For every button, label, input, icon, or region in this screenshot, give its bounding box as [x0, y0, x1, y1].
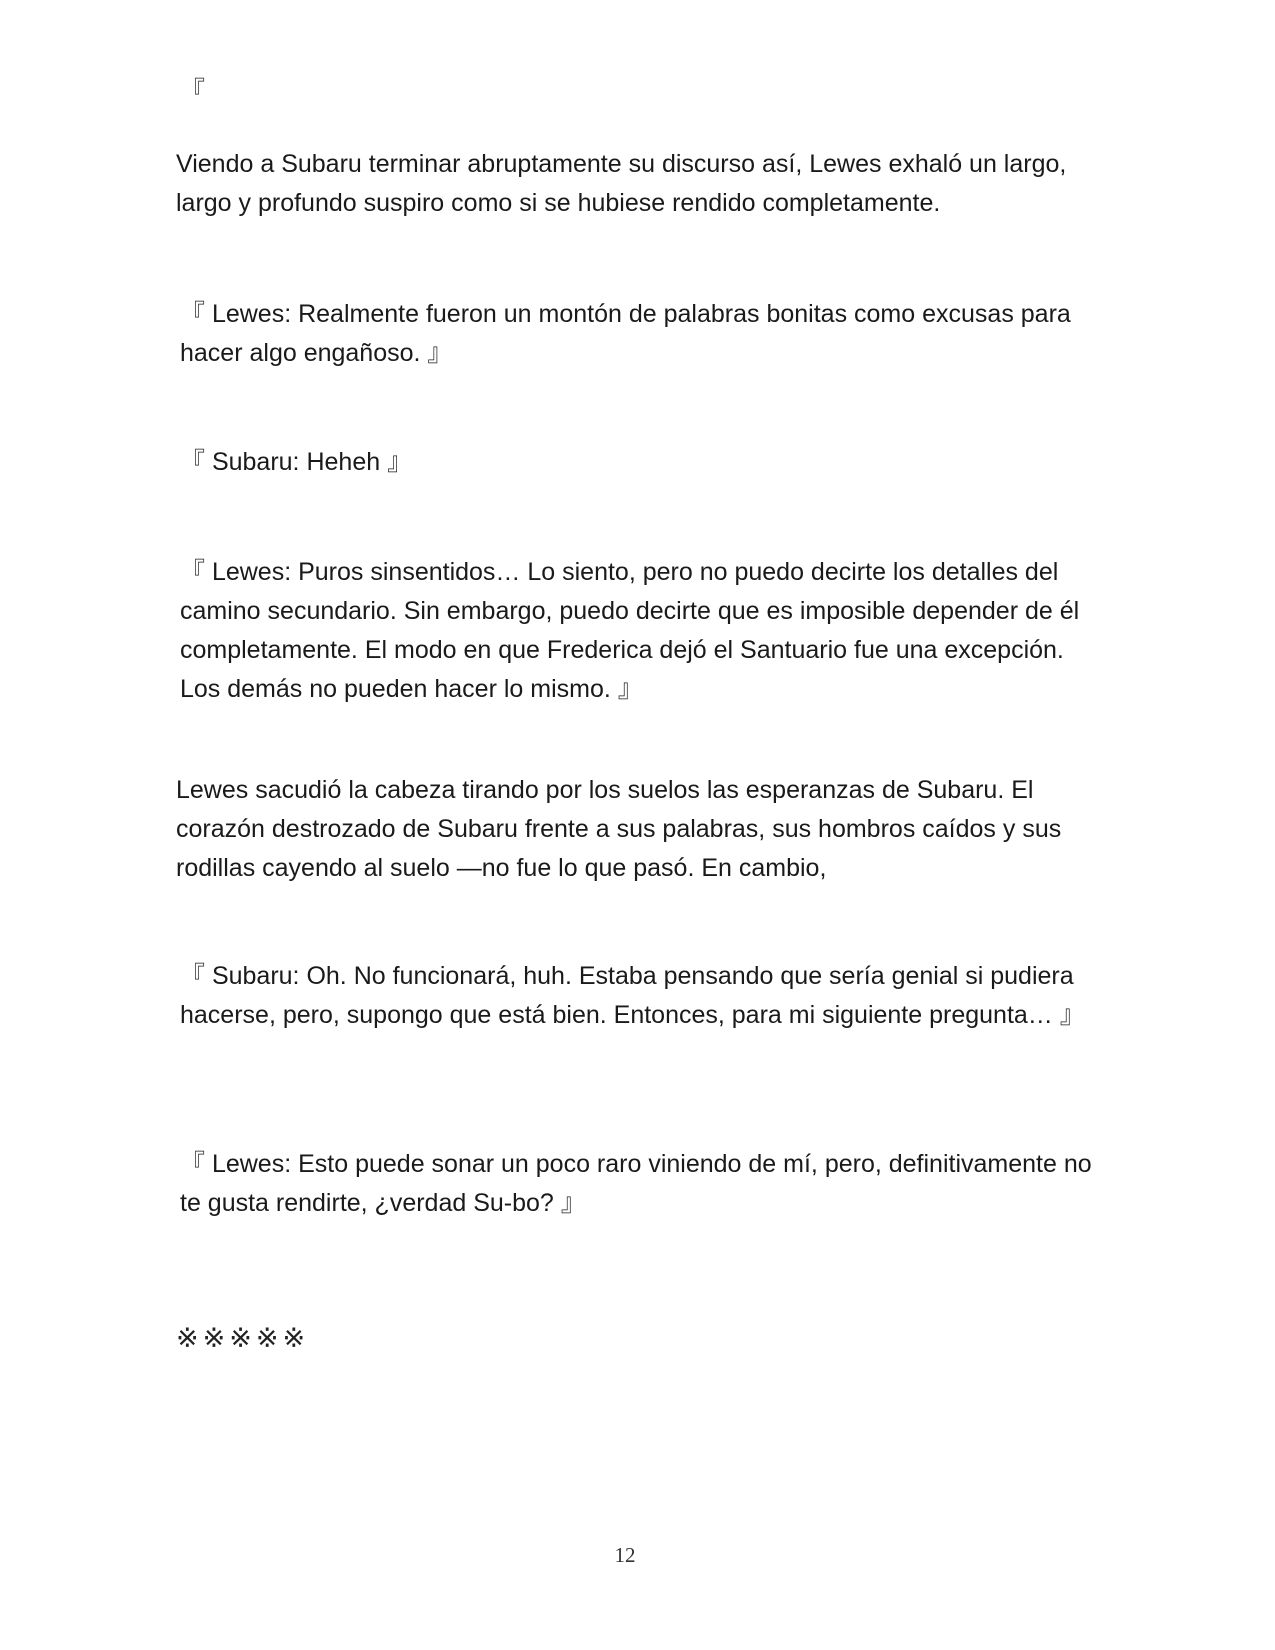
scene-separator: ※※※※※: [176, 1323, 310, 1354]
page-number: 12: [614, 1543, 636, 1567]
dialogue-subaru-2: 『 Subaru: Oh. No funcionará, huh. Estaba pensando que sería genial si pudiera hacerse, pero, supongo que está bien. Entonces, para mi siguiente pregunta… 』: [180, 962, 1085, 1029]
dialogue-subaru-1: 『 Subaru: Heheh 』: [180, 448, 413, 476]
narration-paragraph-1: Viendo a Subaru terminar abruptamente su discurso así, Lewes exhaló un largo, largo y profundo suspiro como si se hubiese rendido completamente.: [176, 150, 1067, 217]
dialogue-lewes-2: 『 Lewes: Puros sinsentidos… Lo siento, pero no puedo decirte los detalles del camino secundario. Sin embargo, puedo decirte que es imposible depender de él completamente. El modo en que Frederica dejó el Santuario fue una excepción. Los demás no pueden hacer lo mismo. 』: [180, 558, 1080, 703]
dialogue-lewes-3: 『 Lewes: Esto puede sonar un poco raro viniendo de mí, pero, definitivamente no te gusta rendirte, ¿verdad Su-bo? 』: [180, 1150, 1092, 1217]
dialogue-lewes-1: 『 Lewes: Realmente fueron un montón de palabras bonitas como excusas para hacer algo engañoso. 』: [180, 300, 1071, 367]
opening-bracket: 『: [180, 77, 206, 105]
narration-paragraph-2: Lewes sacudió la cabeza tirando por los suelos las esperanzas de Subaru. El corazón destrozado de Subaru frente a sus palabras, sus hombros caídos y sus rodillas cayendo al suelo —no fue lo que pasó. En cambio,: [176, 776, 1062, 882]
